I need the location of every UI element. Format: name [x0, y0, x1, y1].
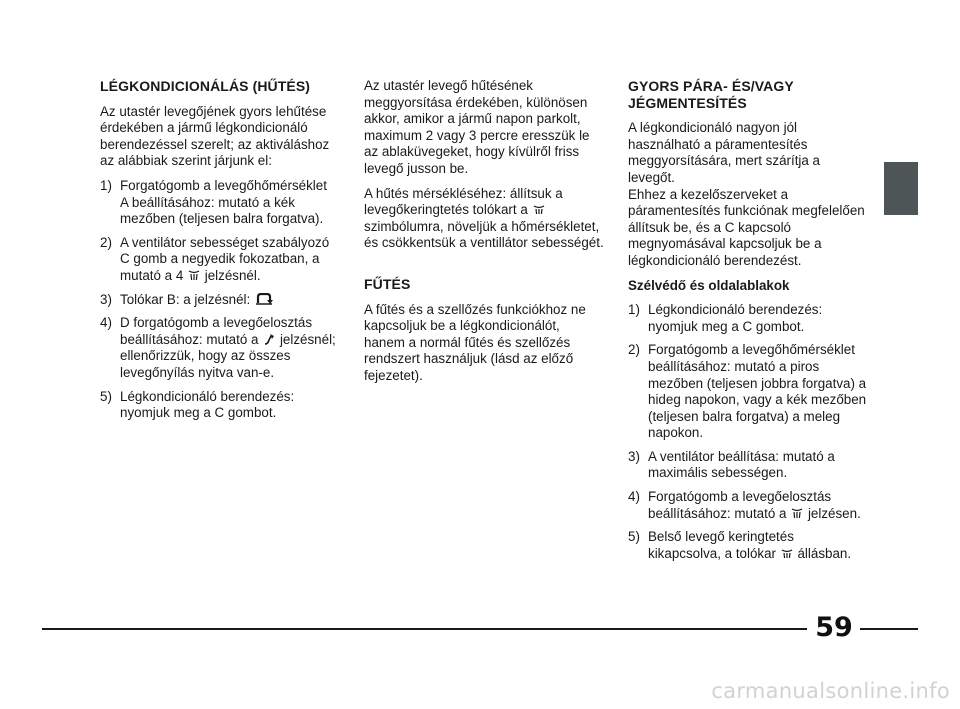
list-text: Forgatógomb a levegőelosztás beállításához: mutató a [648, 489, 832, 521]
list-text: A ventilátor sebességet szabályozó C gomb a negyedik fokozatban, a mutató a 4 [120, 234, 330, 283]
footer-rule-right [860, 628, 918, 630]
list-text: Forgatógomb a levegőhőmérséklet A beállításához: mutató a kék mezőben (teljesen balra forgatva). [120, 177, 327, 227]
column-left [100, 78, 338, 429]
intro-paragraph: Az utastér levegőjének gyors lehűtése érdekében a jármű légkondicionáló berendezéssel szerelt; az aktiváláshoz az alábbiak szerint járjunk el: [100, 103, 330, 169]
outside-air-icon [533, 203, 545, 215]
footer-rule-left [42, 628, 807, 630]
foot-vent-icon [263, 333, 275, 345]
list-text-cont: jelzésnél; ellenőrizzük, hogy az összes levegőnyílás nyitva van-e. [120, 331, 336, 380]
list-text-cont: állásban. [797, 545, 852, 561]
list-text: Belső levegő keringtetés kikapcsolva, a tolókar [648, 529, 794, 561]
list-number: 4) [100, 315, 112, 331]
defrost-steps-list [628, 302, 868, 562]
cooling-tip-paragraph: Az utastér levegő hűtésének meggyorsítása érdekében, különösen akkor, amikor a jármű napon parkolt, maximum 2 vagy 3 percre eresszük le az ablaküvegeket, hogy kívülről friss levegő jusson be. [364, 78, 590, 176]
cooling-reduce-paragraph [364, 186, 604, 252]
section-title-heating: FŰTÉS [364, 275, 411, 292]
list-item [100, 178, 338, 228]
list-item [628, 489, 868, 522]
list-item [100, 389, 338, 422]
list-item [628, 449, 868, 482]
list-text-cont: jelzésnél. [204, 267, 261, 283]
list-number: 4) [628, 489, 640, 505]
ac-steps-list [100, 178, 338, 422]
recirculation-icon [255, 293, 273, 305]
paragraph-text: A hűtés mérsékléséhez: állítsuk a levegőkeringtetés tolókart a [364, 185, 563, 218]
list-item [628, 342, 868, 442]
list-text: Légkondicionáló berendezés: nyomjuk meg a C gombot. [648, 302, 823, 334]
list-item [628, 529, 868, 562]
defrost-fan-icon [188, 269, 200, 281]
list-number: 2) [628, 342, 640, 358]
list-text: Légkondicionáló berendezés: nyomjuk meg a C gombot. [120, 388, 295, 421]
list-number: 1) [628, 302, 640, 318]
column-right [628, 78, 868, 569]
list-text: Forgatógomb a levegőhőmérséklet beállításához: mutató a piros mezőben (teljesen jobbra forgatva) a hideg napokon, vagy a kék mezőben (teljesen balra forgatva) a meleg napokon. [648, 342, 867, 441]
section-title-defrost: GYORS PÁRA- ÉS/VAGY JÉGMENTESÍTÉS [628, 78, 794, 111]
list-text: Tolókar B: a jelzésnél: [120, 291, 251, 307]
defrost-paragraph [628, 120, 868, 269]
list-number: 5) [628, 529, 640, 545]
paragraph-text: A légkondicionáló nagyon jól használható a páramentesítés meggyorsítására, mert szárítja a levegőt. [628, 120, 821, 185]
list-text-cont: jelzésen. [807, 505, 861, 521]
list-item [100, 235, 338, 285]
list-text: A ventilátor beállítása: mutató a maximális sebességen. [648, 448, 835, 481]
subsection-title-windscreen: Szélvédő és oldalablakok [628, 277, 790, 293]
paragraph-text: Ehhez a kezelőszerveket a páramentesítés funkciónak megfelelően állítsuk be, és a C kapcsoló megnyomásával kapcsoljuk be a légkondicionáló berendezést. [628, 186, 865, 268]
chapter-tab [884, 162, 918, 215]
list-item [100, 315, 338, 381]
paragraph-text: szimbólumra, növeljük a hőmérsékletet, és csökkentsük a ventillátor sebességét. [364, 218, 604, 251]
list-number: 3) [100, 291, 112, 307]
column-middle [364, 78, 604, 393]
list-number: 2) [100, 234, 112, 250]
heating-paragraph: A fűtés és a szellőzés funkciókhoz ne kapcsoljuk be a légkondicionálót, hanem a normál fűtés és szellőzés rendszert használjuk (lásd az előző fejezetet). [364, 301, 586, 383]
watermark: carmanualsonline.info [711, 679, 950, 703]
list-item [628, 302, 868, 335]
list-text: D forgatógomb a levegőelosztás beállításához: mutató a [120, 315, 313, 347]
list-number: 1) [100, 177, 112, 193]
section-title-air-conditioning: LÉGKONDICIONÁLÁS (HŰTÉS) [100, 78, 311, 94]
page-number: 59 [815, 612, 853, 643]
list-item [100, 292, 338, 309]
outside-air-icon [781, 547, 793, 559]
defrost-fan-icon [791, 507, 803, 519]
list-number: 3) [628, 448, 640, 464]
list-number: 5) [100, 388, 112, 404]
